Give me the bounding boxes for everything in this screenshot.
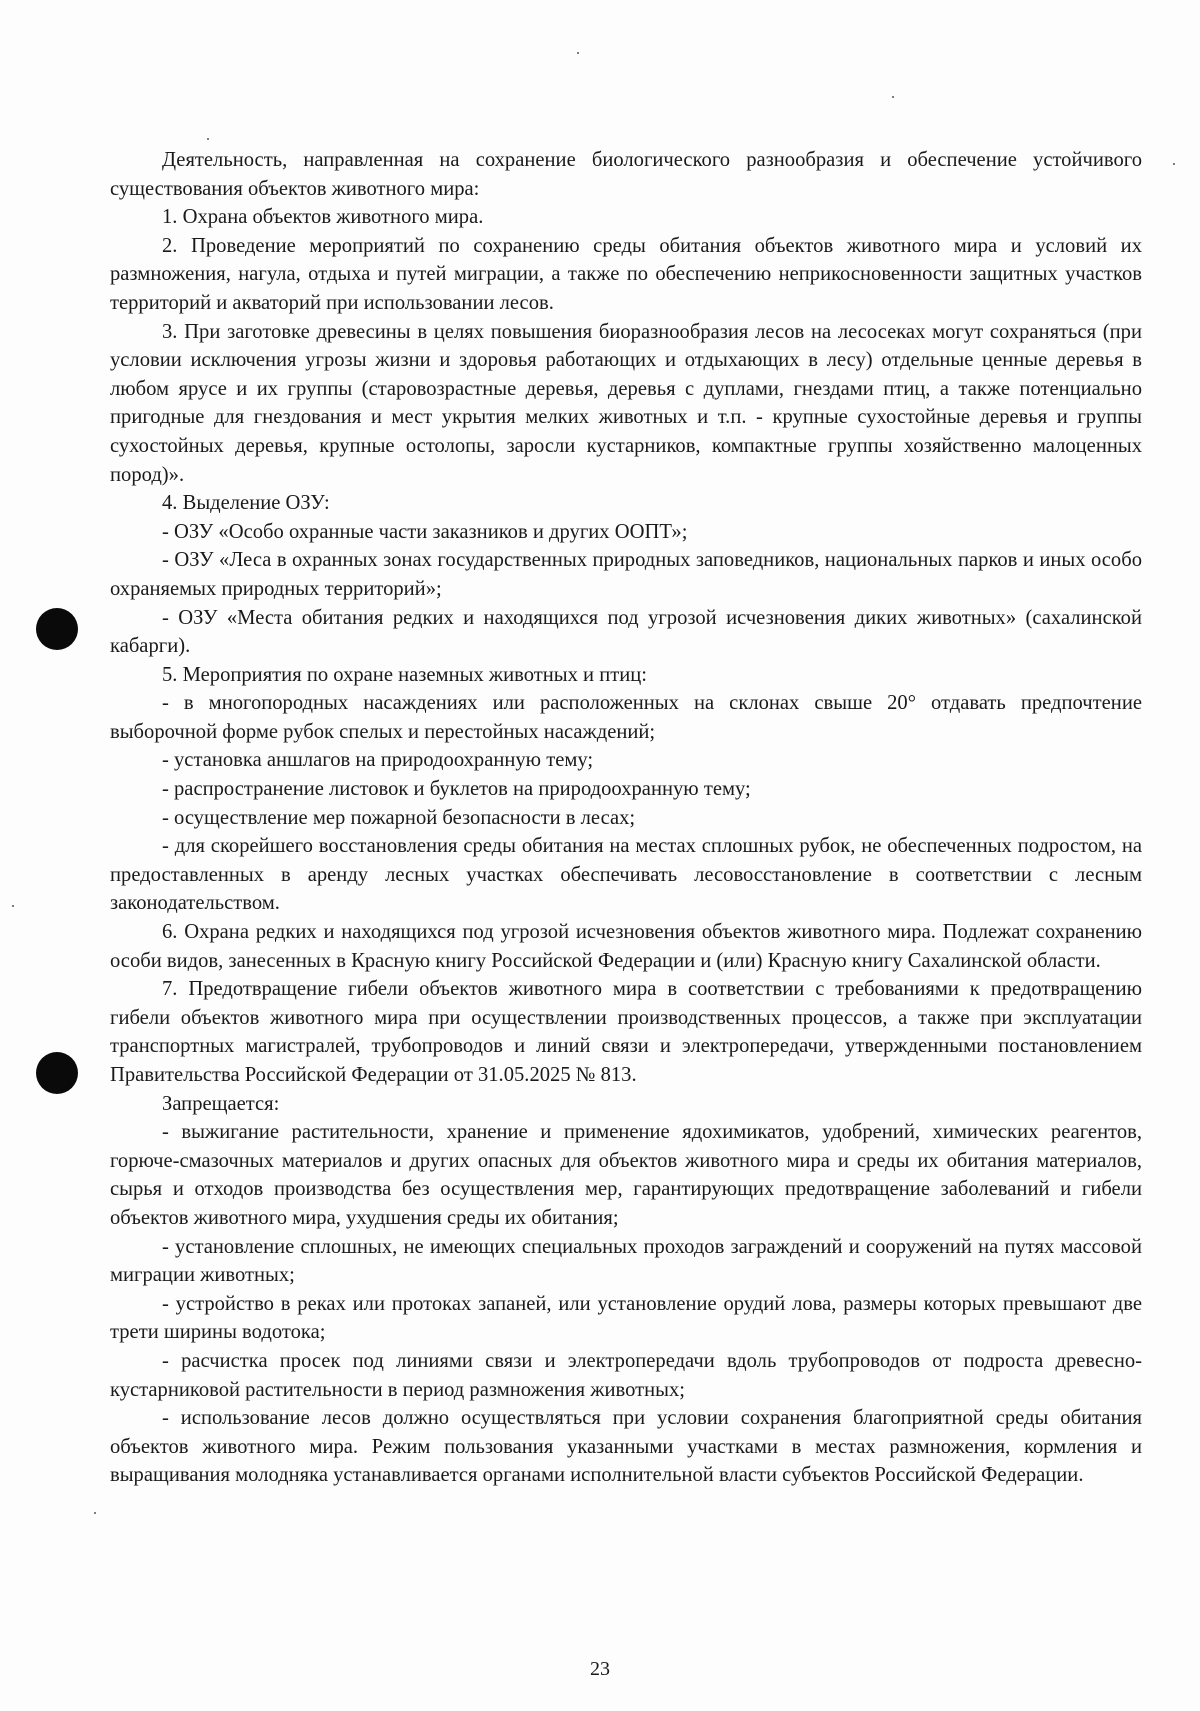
- paragraph: 1. Охрана объектов животного мира.: [162, 206, 484, 229]
- scan-speck: [207, 138, 209, 140]
- document-body: [110, 146, 1142, 1490]
- paragraph: - установка аншлагов на природоохранную тему;: [162, 749, 594, 772]
- paragraph: - выжигание растительности, хранение и применение ядохимикатов, удобрений, химических реагентов, горюче-смазочных материалов и других опасных для объектов животного мира и среды их обитания материалов, сырья и отходов производства без осуществления мер, гарантирующих предотвращение заболеваний и гибели объектов животного мира, ухудшения среды их обитания;: [110, 1121, 1142, 1229]
- page-number: 23: [590, 1658, 610, 1680]
- paragraph: 4. Выделение ОЗУ:: [162, 492, 330, 515]
- paragraph: - ОЗУ «Леса в охранных зонах государственных природных заповедников, национальных парков и иных особо охраняемых природных территорий»;: [110, 549, 1142, 600]
- paragraph: - для скорейшего восстановления среды обитания на местах сплошных рубок, не обеспеченных подростом, на предоставленных в аренду лесных участках обеспечивать лесовосстановление в соответствии с лесным законодательством.: [110, 835, 1142, 915]
- paragraph: - использование лесов должно осуществляться при условии сохранения благоприятной среды обитания объектов животного мира. Режим пользования указанными участками в местах размножения, кормления и выращивания молодняка устанавливается органами исполнительной власти субъектов Российской Федерации.: [110, 1407, 1142, 1487]
- punch-hole-top: [36, 608, 78, 650]
- paragraph: 7. Предотвращение гибели объектов животного мира в соответствии с требованиями к предотвращению гибели объектов животного мира при осуществлении производственных процессов, а также при эксплуатации транспортных магистралей, трубопроводов и линий связи и электропередачи, утвержденными постановлением Правительства Российской Федерации от 31.05.2025 № 813.: [110, 978, 1142, 1086]
- paragraph: Деятельность, направленная на сохранение биологического разнообразия и обеспечение устойчивого существования объектов животного мира:: [110, 149, 1142, 200]
- paragraph: - распространение листовок и буклетов на природоохранную тему;: [162, 778, 751, 801]
- paragraph: - осуществление мер пожарной безопасности в лесах;: [162, 806, 636, 829]
- paragraph: - в многопородных насаждениях или расположенных на склонах свыше 20° отдавать предпочтение выборочной форме рубок спелых и перестойных насаждений;: [110, 692, 1142, 743]
- paragraph: - устройство в реках или протоках запаней, или установление орудий лова, размеры которых превышают две трети ширины водотока;: [110, 1292, 1142, 1344]
- paragraph: Запрещается:: [162, 1092, 280, 1115]
- paragraph: 5. Мероприятия по охране наземных животных и птиц:: [162, 663, 647, 686]
- paragraph: - ОЗУ «Места обитания редких и находящихся под угрозой исчезновения диких животных» (сахалинской кабарги).: [110, 606, 1142, 658]
- scan-speck: [892, 96, 894, 98]
- paragraph: 3. При заготовке древесины в целях повышения биоразнообразия лесов на лесосеках могут сохраняться (при условии исключения угрозы жизни и здоровья работающих и отдыхающих в лесу) отдельные ценные деревья в любом ярусе и их группы (старовозрастные деревья, деревья с дуплами, гнездами птиц, а также потенциально пригодные для гнездования и мест укрытия мелких животных и т.п. - крупные сухостойные деревья и группы сухостойных деревья, крупные остолопы, заросли кустарников, компактные группы хозяйственно малоценных пород)».: [110, 320, 1142, 486]
- paragraph: 6. Охрана редких и находящихся под угрозой исчезновения объектов животного мира. Подлежат сохранению особи видов, занесенных в Красную книгу Российской Федерации и (или) Красную книгу Сахалинской области.: [110, 921, 1142, 972]
- scan-speck: [94, 1512, 96, 1514]
- scan-speck: [12, 905, 14, 907]
- paragraph: - расчистка просек под линиями связи и электропередачи вдоль трубопроводов от подроста древесно-кустарниковой растительности в период размножения животных;: [110, 1349, 1142, 1401]
- punch-hole-bottom: [36, 1052, 78, 1094]
- paragraph: - установление сплошных, не имеющих специальных проходов заграждений и сооружений на путях массовой миграции животных;: [110, 1235, 1142, 1287]
- paragraph: - ОЗУ «Особо охранные части заказников и других ООПТ»;: [162, 520, 688, 543]
- scan-speck: [577, 52, 579, 54]
- paragraph: 2. Проведение мероприятий по сохранению среды обитания объектов животного мира и условий их размножения, нагула, отдыха и путей миграции, а также по обеспечению неприкосновенности защитных участков территорий и акваторий при использовании лесов.: [110, 234, 1142, 314]
- scan-speck: [1173, 163, 1175, 165]
